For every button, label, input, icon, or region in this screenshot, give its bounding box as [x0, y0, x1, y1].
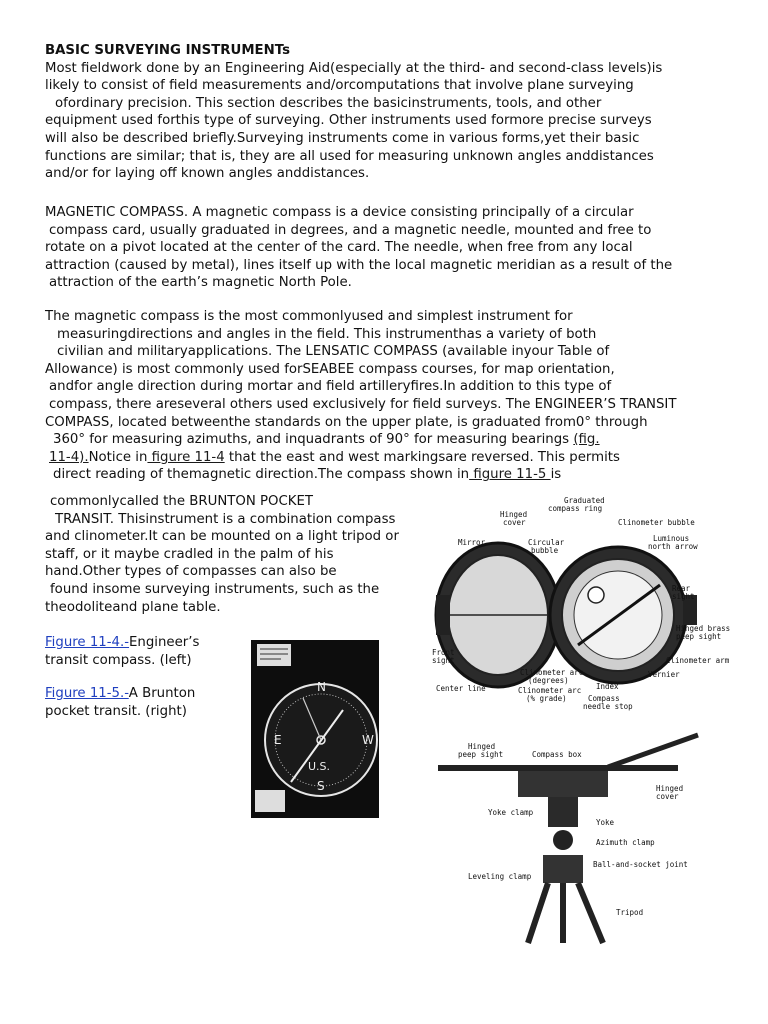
mag-line: MAGNETIC COMPASS. A magnetic compass is a device consisting principally of a circular: [45, 205, 634, 220]
fig-11-4-ref-link[interactable]: (fig.: [573, 432, 600, 448]
east-label: E: [274, 733, 282, 747]
west-label: W: [362, 733, 374, 747]
intro-line: and/or for laying off known angles anddistances.: [45, 166, 370, 182]
label-front-sight-2: sight: [432, 656, 455, 665]
figure-11-5-link[interactable]: figure 11-5: [469, 467, 551, 483]
label-north-arrow: north arrow: [648, 542, 698, 551]
label-clino-arc-pct: Clinometer arc: [518, 686, 582, 695]
label-vernier: Vernier: [648, 670, 680, 679]
label-clino-arc-deg: Clinometer arc: [520, 668, 584, 677]
fig-11-4-ref-link-cont[interactable]: 11-4).: [49, 449, 89, 465]
label-luminous: Luminous: [653, 534, 690, 543]
figure-11-5-caption-link[interactable]: Figure 11-5.-: [45, 686, 129, 701]
label-compass-needle-stop-2: needle stop: [583, 702, 633, 711]
caption-text: pocket transit. (right): [45, 703, 187, 719]
label-hinged-peep-2: peep sight: [458, 750, 504, 759]
para-line: compass, there areseveral others used exclusively for field surveys. The ENGINEER’S TRANSIT: [49, 396, 677, 412]
label-hinged-cover: Hinged: [500, 510, 528, 519]
intro-line: equipment used forthis type of surveying. Other instruments used formore precise surveys: [45, 113, 652, 129]
label-clinometer-bubble: Clinometer bubble: [618, 518, 695, 527]
mag-line: attraction of the earth’s magnetic North Pole.: [49, 275, 352, 291]
para-line: commonlycalled the BRUNTON POCKET: [50, 494, 314, 509]
para-text: that the east and west markingsare reversed. This permits: [224, 449, 620, 465]
mag-line: attraction (caused by metal), lines itself up with the local magnetic meridian as a result of the: [45, 257, 673, 273]
north-label: N: [317, 680, 326, 694]
label-mirror: Mirror: [458, 538, 486, 547]
label-hinged-cover-b: Hinged: [656, 784, 684, 793]
para-line: measuringdirections and angles in the field. This instrumenthas a variety of both: [57, 326, 597, 342]
intro-section: [45, 42, 715, 183]
label-tripod: Tripod: [616, 908, 644, 917]
label-compass-box: Compass box: [532, 750, 582, 759]
intro-line: will also be described briefly.Surveying instruments come in various forms,yet their basic: [45, 130, 640, 146]
label-clino-arc-pct-2: (% grade): [526, 694, 567, 703]
label-ball-socket: Ball-and-socket joint: [593, 860, 688, 869]
label-center-line: Center line: [436, 684, 486, 693]
para-line: [45, 466, 715, 484]
para-line: found insome surveying instruments, such as the: [50, 581, 380, 597]
label-graduated-ring: Graduated: [564, 496, 605, 505]
caption-fig-11-5: [45, 685, 245, 720]
para-line: civilian and militaryapplications. The LENSATIC COMPASS (available inyour Table of: [57, 344, 610, 360]
intro-line: likely to consist of field measurements and/orcomputations that involve plane surveying: [45, 78, 634, 94]
section-heading: BASIC SURVEYING INSTRUMENTs: [45, 43, 290, 58]
mag-line: compass card, usually graduated in degrees, and a magnetic needle, mounted and free to: [49, 222, 652, 238]
intro-line: ofordinary precision. This section describes the basicinstruments, tools, and other: [55, 95, 602, 111]
para-line: Allowance) is most commonly used forSEABEE compass courses, for map orientation,: [45, 361, 615, 377]
para-text: 360° for measuring azimuths, and inquadrants of 90° for measuring bearings: [53, 432, 570, 448]
brunton-illustration: [428, 495, 738, 945]
para-line: COMPASS, located betweenthe standards on the upper plate, is graduated from0° through: [45, 414, 648, 430]
label-index: Index: [596, 682, 619, 691]
brunton-transit-image: [428, 495, 738, 945]
intro-line: functions are similar; that is, they are all used for measuring unknown angles anddistances: [45, 148, 654, 164]
label-peep-sight: peep sight: [676, 632, 722, 641]
label-hinged-brass: Hinged brass: [676, 624, 731, 633]
figure-11-4-caption-link[interactable]: Figure 11-4.-: [45, 635, 130, 650]
us-label: U.S.: [308, 760, 331, 773]
label-graduated-ring-2: compass ring: [548, 504, 603, 513]
para-line: staff, or it maybe cradled in the palm of his: [45, 546, 334, 562]
label-rear-sight-2: sight: [672, 592, 695, 601]
para-line: theodoliteand plane table.: [45, 599, 221, 615]
label-circular-bubble: Circular: [528, 538, 565, 547]
para-text: is: [550, 467, 562, 483]
label-front-sight: Front: [432, 648, 455, 657]
caption-text: A Brunton: [128, 686, 196, 701]
compass-types-paragraph: [45, 308, 715, 484]
engineers-compass-image: [251, 640, 379, 818]
label-clino-arc-deg-2: (degrees): [528, 676, 569, 685]
para-line: andfor angle direction during mortar and field artilleryfires.In addition to this type of: [49, 379, 612, 395]
label-hinged-cover-2: cover: [503, 518, 526, 527]
label-hinged-cover-b-2: cover: [656, 792, 679, 801]
brunton-paragraph: [45, 493, 425, 616]
label-leveling-clamp: Leveling clamp: [468, 872, 532, 881]
label-azimuth-clamp: Azimuth clamp: [596, 838, 655, 847]
magnetic-compass-paragraph: [45, 204, 715, 292]
caption-text: Engineer’s: [129, 635, 200, 650]
label-compass-needle-stop: Compass: [588, 694, 620, 703]
mag-line: rotate on a pivot located at the center of the card. The needle, when free from any local: [45, 240, 633, 256]
label-hinged-peep: Hinged: [468, 742, 496, 751]
label-yoke-clamp: Yoke clamp: [488, 808, 534, 817]
para-line: and clinometer.It can be mounted on a light tripod or: [45, 529, 399, 545]
para-line: hand.Other types of compasses can also be: [45, 564, 337, 580]
para-line: [45, 431, 715, 449]
intro-line: Most fieldwork done by an Engineering Aid(especially at the third- and second-class levels)is: [45, 60, 663, 76]
para-text: direct reading of themagnetic direction.The compass shown in: [53, 467, 470, 483]
para-line: The magnetic compass is the most commonlyused and simplest instrument for: [45, 309, 573, 324]
para-text: Notice in: [88, 449, 148, 465]
para-line: TRANSIT. Thisinstrument is a combination compass: [55, 511, 396, 527]
label-clinometer-arm: Clinometer arm: [666, 656, 730, 665]
compass-illustration: [251, 640, 379, 818]
caption-fig-11-4: [45, 634, 245, 669]
label-circular-bubble-2: bubble: [531, 546, 559, 555]
caption-text: transit compass. (left): [45, 652, 192, 668]
label-yoke: Yoke: [596, 818, 615, 827]
south-label: S: [317, 779, 325, 793]
figure-11-4-link[interactable]: figure 11-4: [147, 449, 225, 465]
para-line: [45, 449, 715, 467]
label-rear-sight: Rear: [672, 584, 691, 593]
